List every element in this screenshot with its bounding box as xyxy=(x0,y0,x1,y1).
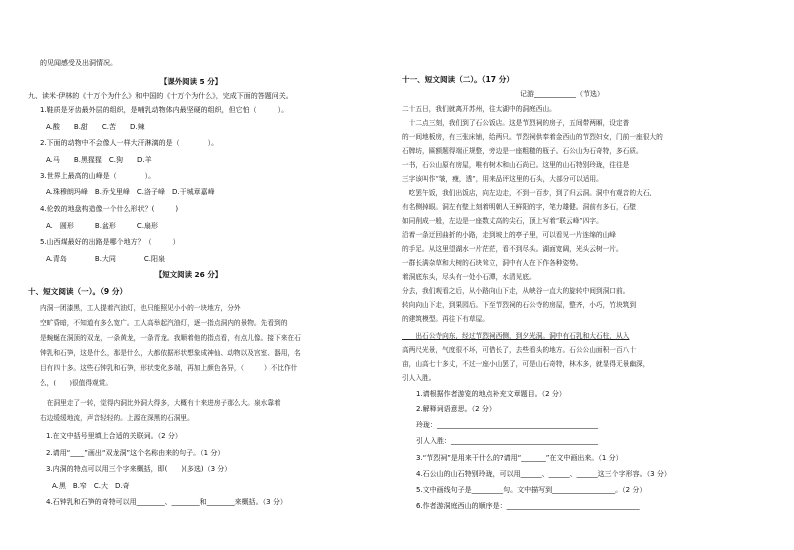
q10-stem: 十、短文阅读（一）。（9 分） xyxy=(28,287,128,296)
q11-passage-line: 一书，石公山原有房屋，唯有树木和山石尚已。这里的山石特别玲珑，往往是 xyxy=(402,161,630,169)
q9-item: 4.伦敦的地盘构造像一个什么形状？( ) xyxy=(40,205,179,213)
q11-question: 4.石公山的山石特别玲珑，可以用______、______、______这三个字形容。（3 分） xyxy=(416,470,671,478)
q9-item: A.马 B.黑猩猩 C.狗 D.羊 xyxy=(46,156,152,164)
q9-item: 3.世界上最高的山峰是（ ）。 xyxy=(40,172,156,180)
q10-passage-line: 右边缓缓地流，声音轻轻的。上源在深黑的石洞里。 xyxy=(40,414,194,422)
section-ke-wai-heading: 【课外阅读 5 分】 xyxy=(160,77,223,86)
q11-passage-line: 的手足。从这里望湖水一片茫茫，看不到尽头。湖面宽阔，光头云树一片。 xyxy=(402,245,623,253)
q11-excerpt-line: 出石公寺向东，经过节烈祠西侧，到夕光洞。洞中有石乳和大石柱，从入 xyxy=(402,332,630,340)
q10-question: 4.石钟乳和石笋的奇特可以用________、________和________来概括。（3 分） xyxy=(46,498,287,506)
q11-excerpt-line: 高两尺光景，气度很不坏，可借长了，去些看头的地方。石公公山面积一百八十 xyxy=(402,346,637,354)
q11-question: 2.解释词语意思。（2 分） xyxy=(416,405,496,413)
q10-question: 1.在文中括号里填上合适的关联词。（2 分） xyxy=(46,432,182,440)
q9-item: 2.下面的动物中不会像人一样大汗淋漓的是（ ）。 xyxy=(40,139,219,147)
q11-stem: 十一、短文阅读（二）。（17 分） xyxy=(402,75,514,84)
q11-passage-line: 一群长满杂草和大树的石块耸立，洞中有人在下作各种姿势。 xyxy=(402,259,583,267)
q10-question: 2.请用“____”画出“双龙洞”这个名称由来的句子。（1 分） xyxy=(46,449,225,457)
q11-excerpt-line: 引人入胜。 xyxy=(402,374,436,382)
q11-passage-line: 转向向山下走，到果园后。下至节烈祠的石公寺的房屋，整齐，小巧，竹块筑到 xyxy=(402,301,637,309)
q10-passage-line: 么，( )很值得观赏。 xyxy=(40,379,113,387)
q11-passage-line: 的一间地板房，有三张床铺，给两只。节烈祠供奉着金西山的节烈妇女，门前一座很大的 xyxy=(402,133,663,141)
q10-passage-line: 空旷昏暗，不知道有多么宽广。工人高举起汽油灯，逐一指点洞内的景物。先看到的 xyxy=(40,319,288,327)
q11-passage-line: 三字该叫作“皱，瘦，透”，用来品评这里的石头，大部分可以适用。 xyxy=(402,175,603,183)
q10-passage-line: 目有四十多。这些石钟乳和石笋，形状变化多端，再加上颜色各异，（ ）不比作什 xyxy=(40,364,298,372)
q11-passage-line: 二十五日，我们就离开苏州，往太湖中的洞庭西山。 xyxy=(402,105,556,113)
q10-passage-line: 内洞一团漆黑，工人提着汽油灯，也只能照见小小的一块地方，分外 xyxy=(40,304,241,312)
q10-passage-line: 钟乳和石笋，这是什么，那是什么，大都依据形状想象成神仙、动物以及宫室、器用，名 xyxy=(40,349,301,357)
q9-item: 1.鞋质是牙齿最外层的组织，是哺乳动物体内最坚硬的组织，但它怕（ ）。 xyxy=(40,106,289,114)
q9-item: A.青岛 B.大同 C.阳泉 xyxy=(46,255,166,263)
q11-question: 引人入胜：__________________________________________ xyxy=(416,437,598,445)
q11-passage-line: 有名侧掉眼。洞左有壁上刻着明朝人王鲜阳的字，笔力雄健。洞前有多石，石壁 xyxy=(402,203,637,211)
q11-question: 6.作者游洞庭西山的顺序是：______________________________________ xyxy=(416,502,640,510)
q11-excerpt-line: 亩，山高七十多丈，不过一座小山罢了，可是山石奇特，林木多，就显得无景幽深， xyxy=(402,360,650,368)
q11-passage-line: 的建筑模型。再往下有草屋。 xyxy=(402,315,489,323)
q9-item: A. 圆形 B.盆形 C.扇形 xyxy=(46,222,159,230)
q11-passage-line: 着洞底东头，尽头有一处小石潭，水清见底。 xyxy=(402,273,536,281)
q11-question: 3.“节烈祠”是用来干什么的?请用“_______”在文中画出来。（1 分） xyxy=(416,454,623,462)
q11-question: 5.文中画线句子是_________句。文中描写到__________________。（2 分） xyxy=(416,486,647,494)
q9-item: A.珠穆朗玛峰 B.乔戈里峰 C.洛子峰 D.干城章嘉峰 xyxy=(46,188,215,196)
q11-passage-line: 分去，我们观看之后，从小路向山下走，从峡谷一直大的旋转中间到洞口前。 xyxy=(402,287,630,295)
q10-passage-line: 在洞里走了一转，觉得内洞比外洞大得多，大概有十来进房子那么大。泉水靠着 xyxy=(40,399,281,407)
section-duan-wen-heading: 【短文阅读 26 分】 xyxy=(155,270,223,279)
q9-stem: 九、读米·伊林的《十万个为什么》和中国的《十万个为什么》，完成下面的答题问关。 xyxy=(28,92,293,100)
q9-item: A.酸 B.甜 C.苦 D.辣 xyxy=(46,123,145,131)
q11-passage-line: 吃罢午饭，我们出饭店，向左边走，不到一百步，到了归云洞。洞中有观音的大石, xyxy=(402,189,652,197)
q11-question: 1.请根据作者游览的地点补充文章题目。（2 分） xyxy=(416,390,566,398)
q9-item: 5.山西煤最好的出路是哪个地方？（ ） xyxy=(40,238,180,246)
q11-passage-line: 石牌坊，匾额题得端正规整，旁边是一座粗糙的瓶子。石公山为石奇特，多石质。 xyxy=(402,147,643,155)
q10-question: A.黑 B.窄 C.大 D.奇 xyxy=(52,482,130,490)
q11-passage-line: 如同削成一般，左边是一座数丈高的尖石，顶上写着“联云峰”四字。 xyxy=(402,217,603,225)
q11-subtitle: 记游____________（节选） xyxy=(520,90,604,98)
q11-passage-line: 沿着一条迂回曲折的小路，走到坡上的亭子里，可以看见一片连绵的山峰 xyxy=(402,231,616,239)
q10-passage-line: 是蜿蜒在洞顶的双龙，一条黄龙，一条青龙。我顺着他的指点看，有点儿像。接下来在石 xyxy=(40,334,301,342)
q10-question: 3.内洞的特点可以用三个字来概括，即( )(多选)（3 分） xyxy=(46,465,232,473)
top-remark: 的见闻感受及出洞情况。 xyxy=(40,59,117,67)
q11-passage-line: 十二点三刻，我们到了石公饭店。这是节烈祠的房子，五间带两厢，设定普 xyxy=(402,119,630,127)
q11-question: 玲珑：______________________________________________ xyxy=(416,421,598,429)
